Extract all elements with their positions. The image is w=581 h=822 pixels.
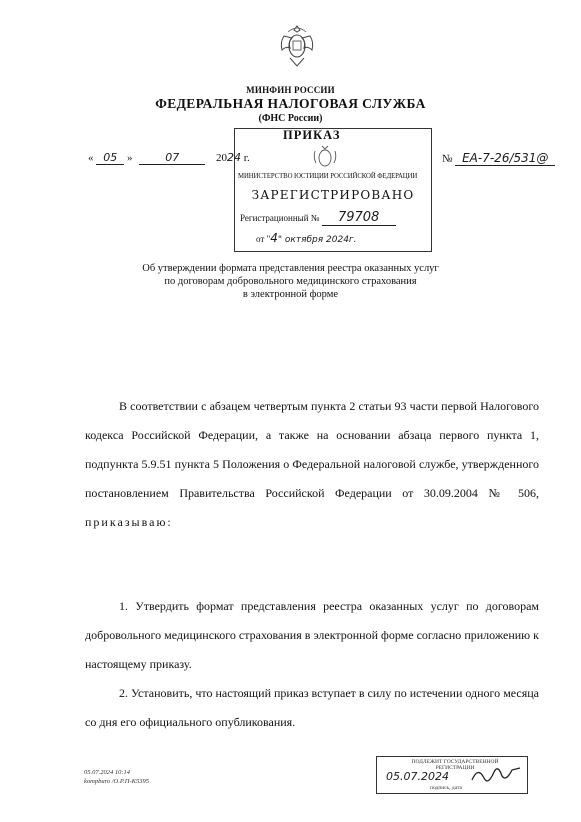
service-name: ФЕДЕРАЛЬНАЯ НАЛОГОВАЯ СЛУЖБА bbox=[155, 96, 426, 111]
order-number-value: ЕА-7-26/531@ bbox=[455, 151, 555, 166]
stamp-ministry-line: МИНИСТЕРСТВО ЮСТИЦИИ РОССИЙСКОЙ ФЕДЕРАЦИИ bbox=[238, 173, 418, 180]
order-day: 05 bbox=[96, 151, 124, 165]
ministry-name: МИНФИН РОССИИ bbox=[246, 85, 335, 95]
footer-note: 05.07.2024 10:14 kompburo /О.Р.П-К5395 bbox=[84, 769, 149, 785]
stamp-registration-number: Регистрационный № 79708 bbox=[240, 210, 396, 226]
order-subject: Об утверждении формата представления реестра оказанных услуг по договорам добровольного медицинского страхования в электронной форме bbox=[142, 263, 439, 300]
signature-scribble bbox=[468, 762, 524, 788]
stamp-emblem-icon bbox=[312, 143, 338, 171]
order-year-mark: г. bbox=[243, 152, 250, 164]
order-word: приказываю: bbox=[85, 515, 173, 529]
item-1-paragraph: 1. Утвердить формат представления реестра оказанных услуг по договорам добровольного медицинского страхования в электронной форме согласно приложению к настоящему приказу. bbox=[85, 599, 539, 671]
signature-stamp-header: ПОДЛЕЖИТ ГОСУДАРСТВЕННОЙ РЕГИСТРАЦИИ bbox=[411, 759, 499, 771]
order-number-label: № bbox=[442, 153, 453, 165]
order-number bbox=[442, 151, 555, 166]
order-title: ПРИКАЗ bbox=[283, 128, 341, 142]
russian-coat-of-arms-icon bbox=[276, 22, 318, 70]
order-date: « 05 » 07 2024 г. bbox=[88, 151, 250, 164]
order-month: 07 bbox=[139, 151, 205, 165]
service-short-name: (ФНС России) bbox=[258, 113, 323, 124]
stamp-reg-number-value: 79708 bbox=[322, 210, 396, 226]
order-year-prefix: 20 bbox=[216, 152, 227, 164]
preamble-paragraph: В соответствии с абзацем четвертым пункта 2 статьи 93 части первой Налогового кодекса Российской Федерации, а также на основании абзаца первого пункта 1, подпункта 5.9.51 пункта 5 Положения о Федеральной налоговой службе, утвержденного постановлением Правительства Российской Федерации от 30.09.2004 № 506, приказываю: bbox=[85, 399, 539, 529]
signature-stamp-date: 05.07.2024 bbox=[386, 770, 449, 783]
signature-stamp-caption: подпись, дата bbox=[430, 785, 462, 791]
stamp-registration-date: от "4" октября 2024г. bbox=[256, 231, 357, 245]
order-year-suffix: 24 bbox=[227, 151, 241, 164]
stamp-registered: ЗАРЕГИСТРИРОВАНО bbox=[251, 188, 415, 202]
item-2-paragraph: 2. Установить, что настоящий приказ вступает в силу по истечении одного месяца со дня его официального опубликования. bbox=[85, 686, 539, 729]
